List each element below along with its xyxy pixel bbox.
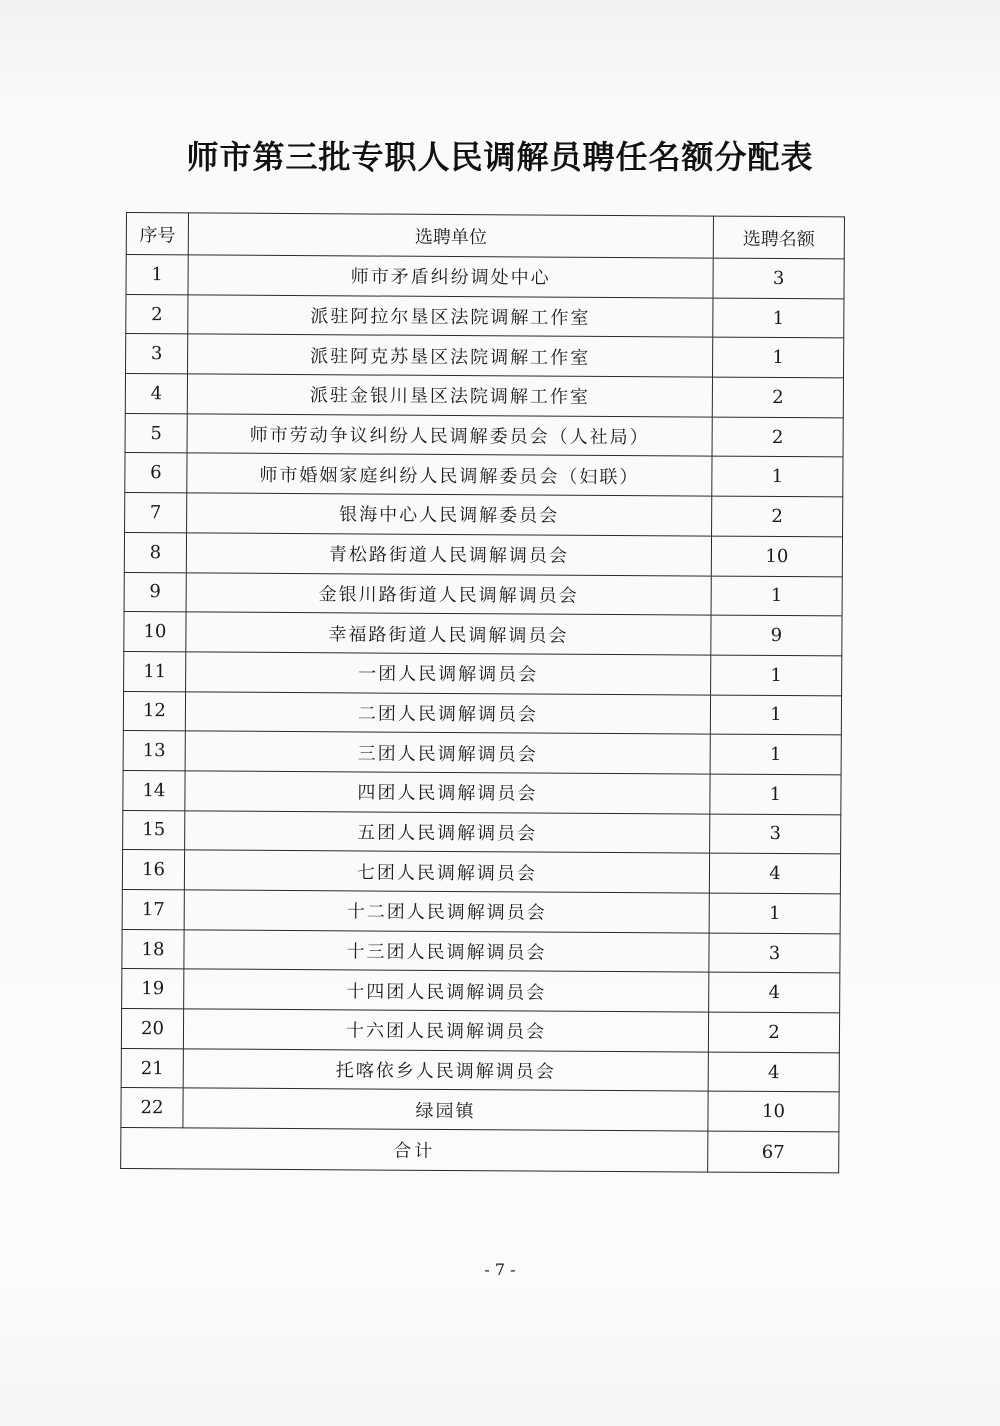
row-no: 2 [126, 294, 188, 334]
row-quota: 10 [711, 536, 842, 576]
row-quota: 4 [709, 853, 840, 893]
row-unit: 十二团人民调解调员会 [184, 890, 709, 933]
page-number: - 7 - [484, 1260, 516, 1279]
row-quota: 3 [709, 933, 840, 973]
row-unit: 四团人民调解调员会 [185, 771, 710, 814]
table-row [124, 651, 842, 695]
row-unit: 二团人民调解调员会 [185, 691, 710, 734]
row-unit: 派驻金银川垦区法院调解工作室 [187, 374, 712, 417]
row-no: 4 [125, 374, 187, 414]
header-no: 序号 [126, 213, 188, 255]
row-quota: 4 [708, 1052, 839, 1092]
table-row [125, 413, 843, 457]
row-quota: 1 [713, 337, 844, 377]
row-no: 20 [121, 1009, 183, 1049]
table-row [123, 770, 841, 814]
document-title: 师市第三批专职人民调解员聘任名额分配表 [186, 138, 814, 176]
row-no: 5 [125, 413, 187, 453]
row-no: 8 [124, 532, 186, 572]
row-quota: 2 [712, 417, 843, 457]
header-quota: 选聘名额 [713, 216, 844, 259]
table-header-row [126, 213, 844, 259]
row-unit: 师市矛盾纠纷调处中心 [188, 255, 713, 298]
row-quota: 1 [709, 893, 840, 933]
row-quota: 3 [710, 814, 841, 854]
row-unit: 十三团人民调解调员会 [184, 930, 709, 973]
table-row [122, 850, 840, 894]
allocation-table-wrapper [120, 212, 844, 1173]
table-row [123, 810, 841, 854]
table-row [122, 969, 840, 1013]
row-unit: 派驻阿拉尔垦区法院调解工作室 [188, 295, 713, 338]
table-row [124, 532, 842, 576]
table-row [121, 1048, 839, 1092]
table-row [125, 493, 843, 537]
row-unit: 绿园镇 [183, 1088, 708, 1131]
row-unit: 师市婚姻家庭纠纷人民调解委员会（妇联） [187, 453, 712, 496]
row-quota: 1 [710, 774, 841, 814]
row-no: 3 [126, 334, 188, 374]
row-unit: 师市劳动争议纠纷人民调解委员会（人社局） [187, 414, 712, 457]
row-no: 1 [126, 255, 188, 295]
row-no: 10 [124, 612, 186, 652]
row-unit: 银海中心人民调解委员会 [187, 493, 712, 536]
table-row [125, 374, 843, 418]
row-no: 13 [123, 731, 185, 771]
row-quota: 3 [713, 258, 844, 298]
table-row [126, 255, 844, 299]
table-row [126, 294, 844, 338]
row-quota: 2 [708, 1012, 839, 1052]
row-quota: 10 [708, 1092, 839, 1132]
row-no: 18 [122, 929, 184, 969]
row-no: 19 [122, 969, 184, 1009]
row-unit: 五团人民调解调员会 [185, 810, 710, 853]
table-row [125, 453, 843, 497]
row-unit: 十六团人民调解调员会 [183, 1009, 708, 1052]
total-label: 合计 [121, 1128, 708, 1173]
row-quota: 1 [711, 655, 842, 695]
table-row [124, 572, 842, 616]
row-no: 9 [124, 572, 186, 612]
row-no: 11 [124, 651, 186, 691]
row-no: 12 [123, 691, 185, 731]
allocation-table [120, 212, 845, 1173]
table-row [122, 889, 840, 933]
row-no: 22 [121, 1088, 183, 1128]
row-quota: 1 [711, 576, 842, 616]
table-row [123, 691, 841, 735]
row-unit: 一团人民调解调员会 [186, 652, 711, 695]
row-unit: 三团人民调解调员会 [185, 731, 710, 774]
row-quota: 1 [710, 695, 841, 735]
table-row [124, 612, 842, 656]
row-no: 17 [122, 889, 184, 929]
row-no: 15 [123, 810, 185, 850]
row-quota: 1 [713, 298, 844, 338]
row-quota: 9 [711, 615, 842, 655]
table-row [123, 731, 841, 775]
header-unit: 选聘单位 [188, 213, 713, 258]
row-no: 7 [125, 493, 187, 533]
table-row [126, 334, 844, 378]
row-unit: 派驻阿克苏垦区法院调解工作室 [188, 334, 713, 377]
table-row [121, 1009, 839, 1053]
table-row [122, 929, 840, 973]
row-unit: 金银川路街道人民调解调员会 [186, 572, 711, 615]
row-quota: 1 [710, 734, 841, 774]
table-row [121, 1088, 839, 1132]
row-no: 16 [122, 850, 184, 890]
row-no: 21 [121, 1048, 183, 1088]
row-quota: 2 [712, 496, 843, 536]
row-unit: 幸福路街道人民调解调员会 [186, 612, 711, 655]
row-quota: 1 [712, 457, 843, 497]
row-unit: 青松路街道人民调解调员会 [186, 533, 711, 576]
row-unit: 托喀依乡人民调解调员会 [183, 1049, 708, 1092]
row-unit: 十四团人民调解调员会 [184, 969, 709, 1012]
row-quota: 4 [709, 972, 840, 1012]
row-no: 6 [125, 453, 187, 493]
table-total-row [121, 1128, 839, 1173]
total-quota: 67 [708, 1131, 839, 1173]
row-unit: 七团人民调解调员会 [184, 850, 709, 893]
row-no: 14 [123, 770, 185, 810]
row-quota: 2 [712, 377, 843, 417]
